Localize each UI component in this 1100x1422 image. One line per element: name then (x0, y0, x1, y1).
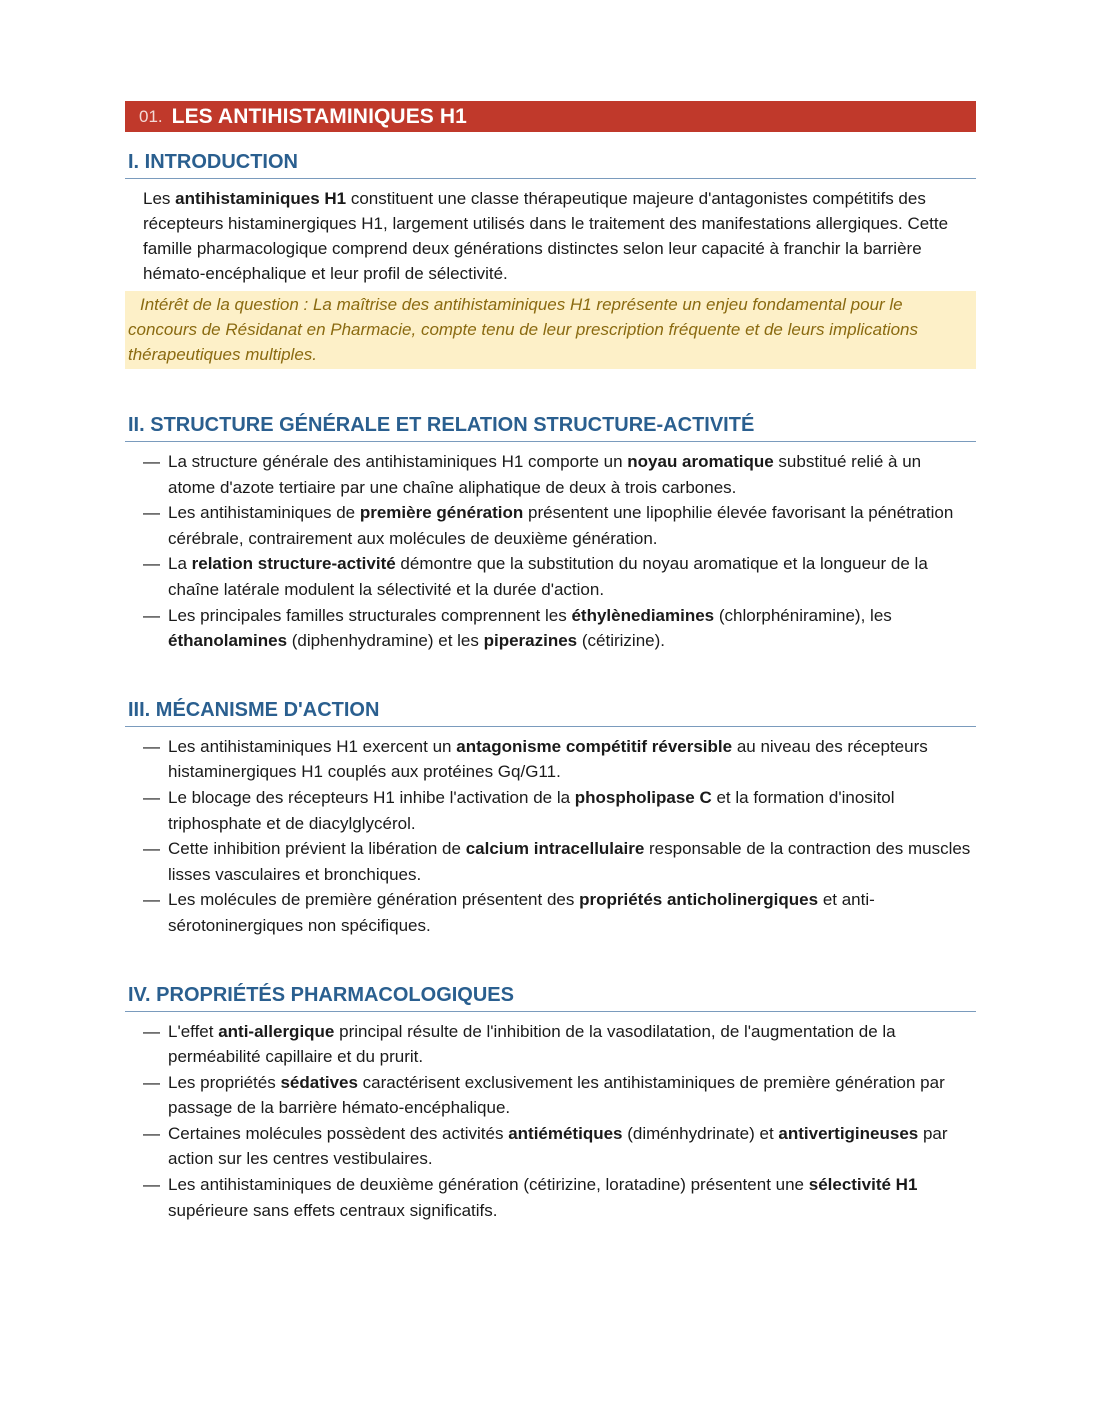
bullet-keyword: antagonisme compétitif réversible (456, 736, 733, 756)
bullet-dash: — (143, 839, 160, 859)
bullet-text: (diphenhydramine) et les (287, 631, 484, 651)
bullet-text: Le blocage des récepteurs H1 inhibe l'activation de la (168, 787, 575, 807)
bullet-item (125, 1019, 976, 1070)
interest-callout (125, 291, 976, 369)
intro-text-bold: antihistaminiques H1 (175, 189, 347, 208)
bullet-dash: — (143, 554, 160, 574)
bullet-keyword: première génération (359, 503, 524, 523)
bullet-text: Certaines molécules possèdent des activités (168, 1123, 509, 1143)
bullet-text: démontre que la substitution du noyau aromatique et la longueur de la chaîne latérale modulent la sélectivité et la durée d'action. (168, 554, 928, 599)
introduction-paragraph (143, 186, 976, 286)
section-heading-structure: II. STRUCTURE GÉNÉRALE ET RELATION STRUCTURE-ACTIVITÉ (125, 414, 976, 442)
bullet-text: Les antihistaminiques de deuxième génération (cétirizine, loratadine) présentent une (168, 1175, 809, 1195)
section-heading-introduction: I. INTRODUCTION (125, 151, 976, 179)
bullet-item (125, 1121, 976, 1172)
chapter-title: LES ANTIHISTAMINIQUES H1 (171, 104, 467, 128)
bullet-text: principal résulte de l'inhibition de la vasodilatation, de l'augmentation de la perméabilité capillaire et du prurit. (168, 1021, 896, 1067)
bullet-text: (chlorphéniramine), les (714, 605, 892, 625)
mecanisme-bullet-list (125, 734, 976, 939)
bullet-item (125, 836, 976, 887)
bullet-text: Les antihistaminiques H1 exercent un (168, 736, 457, 756)
bullet-dash: — (143, 1123, 160, 1143)
bullet-keyword: éthanolamines (168, 631, 288, 651)
bullet-keyword: relation structure-activité (191, 554, 396, 574)
bullet-dash: — (143, 1072, 160, 1092)
bullet-dash: — (143, 890, 160, 910)
bullet-dash: — (143, 1175, 160, 1195)
bullet-text: La structure générale des antihistaminiques H1 comporte un (168, 452, 628, 471)
bullet-keyword: éthylènediamines (571, 605, 715, 625)
bullet-keyword: antiémétiques (508, 1123, 623, 1143)
bullet-text: et anti-sérotoninergiques non spécifiques. (168, 890, 875, 935)
bullet-item (125, 551, 976, 602)
bullet-item (125, 785, 976, 836)
intro-text-post: constituent une classe thérapeutique majeure d'antagonistes compétitifs des récepteurs histaminergiques H1, largement utilisés dans le traitement des manifestations allergiques. Cette famille pharmacologique comprend deux générations distinctes selon leur capacité à franchir la barrière hémato-encéphalique et leur profil de sélectivité. (143, 189, 949, 283)
bullet-text: Les antihistaminiques de (168, 503, 360, 523)
bullet-item (125, 1070, 976, 1121)
bullet-text: La (168, 554, 192, 574)
bullet-text: (cétirizine). (577, 631, 665, 651)
bullet-item (125, 734, 976, 785)
chapter-title-bar (125, 101, 976, 132)
section-heading-mecanisme: III. MÉCANISME D'ACTION (125, 699, 976, 727)
bullet-dash: — (143, 452, 160, 471)
bullet-text: Les principales familles structurales comprennent les (168, 605, 572, 625)
bullet-dash: — (143, 787, 160, 807)
bullet-text: L'effet (168, 1021, 219, 1041)
bullet-keyword: propriétés anticholinergiques (579, 890, 819, 910)
bullet-text: et la formation d'inositol triphosphate et de diacylglycérol. (168, 787, 895, 833)
bullet-item (125, 603, 976, 654)
bullet-item (125, 449, 976, 500)
bullet-dash: — (143, 503, 160, 523)
bullet-item (125, 1172, 976, 1223)
bullet-text: caractérisent exclusivement les antihistaminiques de première génération par passage de la barrière hémato-encéphalique. (168, 1072, 945, 1118)
bullet-item (125, 500, 976, 551)
bullet-text: substitué relié à un atome d'azote tertiaire par une chaîne aliphatique de deux à trois carbones. (168, 452, 922, 497)
bullet-text: Cette inhibition prévient la libération de (168, 839, 466, 859)
intro-text-pre: Les (143, 189, 176, 208)
proprietes-bullet-list (125, 1019, 976, 1224)
callout-text: Intérêt de la question : La maîtrise des antihistaminiques H1 représente un enjeu fondamental pour le concours de Résidanat en Pharmacie, compte tenu de leur prescription fréquente et de leurs implications thérapeutiques multiples. (128, 295, 918, 364)
structure-bullet-list (125, 449, 976, 654)
bullet-text: Les molécules de première génération présentent des (168, 890, 580, 910)
bullet-keyword: calcium intracellulaire (465, 839, 645, 859)
section-heading-proprietes: IV. PROPRIÉTÉS PHARMACOLOGIQUES (125, 984, 976, 1012)
document-content (125, 101, 976, 1223)
bullet-text: responsable de la contraction des muscles lisses vasculaires et bronchiques. (168, 839, 971, 884)
bullet-text: (diménhydrinate) et (622, 1123, 779, 1143)
bullet-keyword: sélectivité H1 (808, 1175, 918, 1195)
bullet-keyword: piperazines (483, 631, 578, 651)
chapter-number: 01. (139, 106, 163, 126)
bullet-keyword: anti-allergique (218, 1021, 335, 1041)
bullet-text: au niveau des récepteurs histaminergiques H1 couplés aux protéines Gq/G11. (168, 736, 928, 782)
bullet-text: présentent une lipophilie élevée favorisant la pénétration cérébrale, contrairement aux molécules de deuxième génération. (168, 503, 954, 548)
bullet-item (125, 887, 976, 938)
bullet-keyword: sédatives (280, 1072, 358, 1092)
bullet-keyword: phospholipase C (574, 787, 712, 807)
bullet-dash: — (143, 605, 160, 625)
bullet-dash: — (143, 1021, 160, 1041)
bullet-text: supérieure sans effets centraux significatifs. (168, 1200, 498, 1220)
bullet-text: Les propriétés (168, 1072, 281, 1092)
bullet-dash: — (143, 736, 160, 756)
bullet-keyword: antivertigineuses (778, 1123, 919, 1143)
bullet-text: par action sur les centres vestibulaires. (168, 1123, 948, 1169)
bullet-keyword: noyau aromatique (627, 452, 774, 471)
